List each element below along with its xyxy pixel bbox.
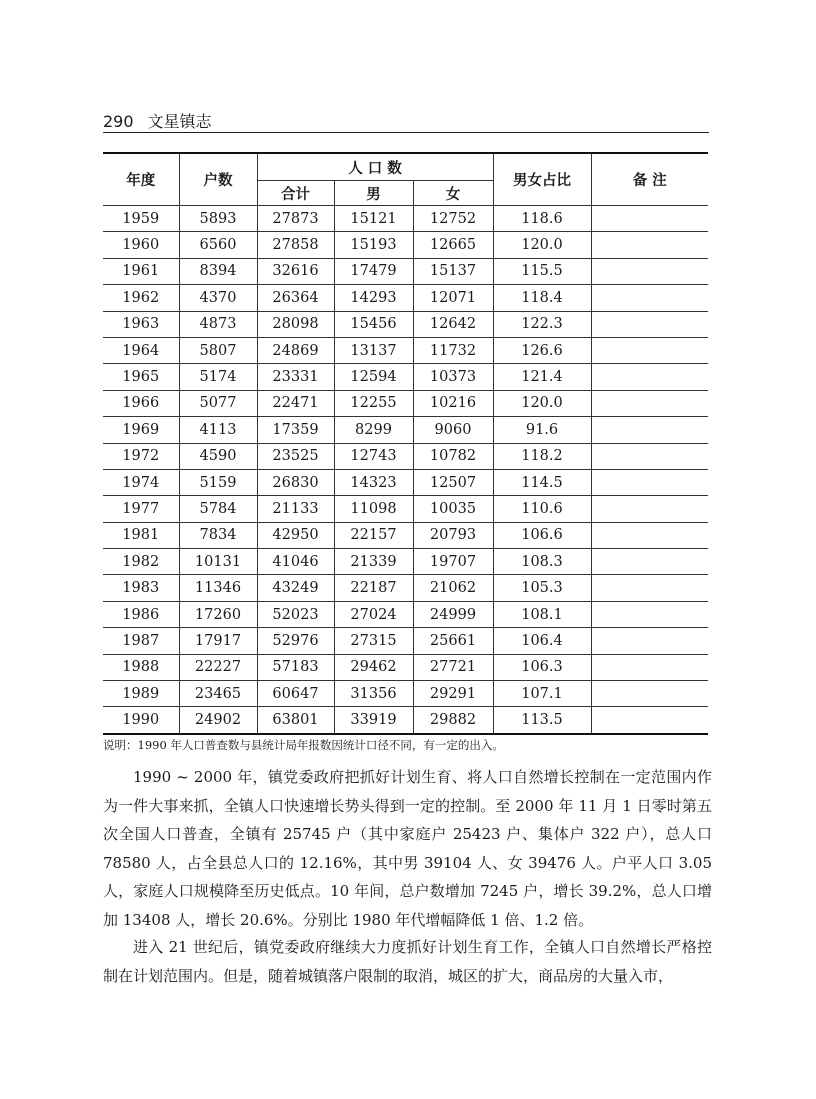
cell-total: 27858 <box>257 232 334 258</box>
cell-remarks <box>591 206 708 232</box>
cell-female: 10782 <box>413 443 493 469</box>
cell-female: 27721 <box>413 654 493 680</box>
cell-households: 5159 <box>179 469 257 495</box>
cell-female: 10035 <box>413 496 493 522</box>
table-row <box>103 681 708 707</box>
table-row <box>103 337 708 363</box>
cell-total: 57183 <box>257 654 334 680</box>
paragraph-1990-2000: 1990 ~ 2000 年，镇党委政府把抓好计划生育、将人口自然增长控制在一定范围内作为一件大事来抓，全镇人口快速增长势头得到一定的控制。至 2000 年 11 月 1 日零时第五次全国人口普查，全镇有 25745 户（其中家庭户 25423 户、集体户 322 户），总人口 78580 人，占全县总人口的 12.16%，其中男 39104 人、女 39476 人。户平人口 3.05 人，家庭人口规模降至历史低点。10 年间，总户数增加 7245 户，增长 39.2%，总人口增加 13408 人，增长 20.6%。分别比 1980 年代增幅降低 1 倍、1.2 倍。 <box>103 768 712 929</box>
cell-sex-ratio: 115.5 <box>493 258 591 284</box>
cell-year: 1989 <box>103 681 179 707</box>
cell-households: 4370 <box>179 285 257 311</box>
cell-female: 21062 <box>413 575 493 601</box>
cell-households: 10131 <box>179 549 257 575</box>
cell-total: 17359 <box>257 417 334 443</box>
cell-year: 1981 <box>103 522 179 548</box>
cell-remarks <box>591 549 708 575</box>
cell-remarks <box>591 285 708 311</box>
header-year: 年度 <box>103 153 179 206</box>
cell-total: 22471 <box>257 390 334 416</box>
cell-male: 13137 <box>334 337 413 363</box>
table-row <box>103 469 708 495</box>
cell-total: 26364 <box>257 285 334 311</box>
cell-total: 23525 <box>257 443 334 469</box>
cell-remarks <box>591 575 708 601</box>
table-row <box>103 311 708 337</box>
header-population: 人 口 数 <box>257 153 493 181</box>
cell-remarks <box>591 443 708 469</box>
cell-households: 5893 <box>179 206 257 232</box>
table-row <box>103 575 708 601</box>
cell-sex-ratio: 91.6 <box>493 417 591 443</box>
cell-remarks <box>591 417 708 443</box>
cell-remarks <box>591 628 708 654</box>
cell-male: 11098 <box>334 496 413 522</box>
cell-male: 12594 <box>334 364 413 390</box>
cell-male: 33919 <box>334 707 413 734</box>
cell-households: 5174 <box>179 364 257 390</box>
cell-households: 22227 <box>179 654 257 680</box>
cell-male: 14323 <box>334 469 413 495</box>
cell-remarks <box>591 390 708 416</box>
cell-sex-ratio: 113.5 <box>493 707 591 734</box>
cell-male: 15456 <box>334 311 413 337</box>
cell-male: 27315 <box>334 628 413 654</box>
cell-male: 12743 <box>334 443 413 469</box>
cell-remarks <box>591 707 708 734</box>
cell-total: 52976 <box>257 628 334 654</box>
table-note: 说明：1990 年人口普查数与县统计局年报数因统计口径不同，有一定的出入。 <box>103 738 504 752</box>
cell-year: 1990 <box>103 707 179 734</box>
cell-remarks <box>591 337 708 363</box>
cell-remarks <box>591 469 708 495</box>
cell-male: 17479 <box>334 258 413 284</box>
cell-female: 12665 <box>413 232 493 258</box>
cell-total: 24869 <box>257 337 334 363</box>
cell-households: 4590 <box>179 443 257 469</box>
table-row <box>103 496 708 522</box>
cell-households: 6560 <box>179 232 257 258</box>
cell-female: 19707 <box>413 549 493 575</box>
cell-female: 12071 <box>413 285 493 311</box>
table-row <box>103 522 708 548</box>
cell-total: 21133 <box>257 496 334 522</box>
cell-male: 14293 <box>334 285 413 311</box>
cell-remarks <box>591 232 708 258</box>
cell-year: 1974 <box>103 469 179 495</box>
cell-male: 21339 <box>334 549 413 575</box>
cell-remarks <box>591 258 708 284</box>
cell-total: 63801 <box>257 707 334 734</box>
cell-sex-ratio: 106.6 <box>493 522 591 548</box>
cell-female: 9060 <box>413 417 493 443</box>
cell-female: 15137 <box>413 258 493 284</box>
population-table <box>103 152 708 735</box>
cell-sex-ratio: 118.4 <box>493 285 591 311</box>
paragraph-21st-century: 进入 21 世纪后，镇党委政府继续大力度抓好计划生育工作，全镇人口自然增长严格控制在计划范围内。但是，随着城镇落户限制的取消，城区的扩大，商品房的大量入市， <box>103 938 712 985</box>
cell-year: 1988 <box>103 654 179 680</box>
page-header <box>103 112 707 132</box>
cell-total: 23331 <box>257 364 334 390</box>
cell-year: 1959 <box>103 206 179 232</box>
cell-female: 11732 <box>413 337 493 363</box>
table-row <box>103 628 708 654</box>
cell-sex-ratio: 110.6 <box>493 496 591 522</box>
cell-year: 1969 <box>103 417 179 443</box>
header-male: 男 <box>334 181 413 206</box>
cell-households: 8394 <box>179 258 257 284</box>
cell-sex-ratio: 105.3 <box>493 575 591 601</box>
cell-year: 1987 <box>103 628 179 654</box>
cell-remarks <box>591 364 708 390</box>
cell-year: 1983 <box>103 575 179 601</box>
header-female: 女 <box>413 181 493 206</box>
header-sex-ratio: 男女占比 <box>493 153 591 206</box>
cell-female: 12752 <box>413 206 493 232</box>
cell-sex-ratio: 126.6 <box>493 337 591 363</box>
cell-sex-ratio: 106.4 <box>493 628 591 654</box>
table-row <box>103 417 708 443</box>
cell-male: 29462 <box>334 654 413 680</box>
cell-male: 22187 <box>334 575 413 601</box>
cell-total: 32616 <box>257 258 334 284</box>
cell-households: 5784 <box>179 496 257 522</box>
table-row <box>103 654 708 680</box>
cell-total: 26830 <box>257 469 334 495</box>
cell-year: 1964 <box>103 337 179 363</box>
cell-total: 41046 <box>257 549 334 575</box>
cell-female: 20793 <box>413 522 493 548</box>
table-row <box>103 232 708 258</box>
cell-female: 12507 <box>413 469 493 495</box>
cell-total: 43249 <box>257 575 334 601</box>
cell-households: 17917 <box>179 628 257 654</box>
cell-sex-ratio: 108.3 <box>493 549 591 575</box>
cell-year: 1982 <box>103 549 179 575</box>
cell-female: 29291 <box>413 681 493 707</box>
cell-remarks <box>591 496 708 522</box>
table-row <box>103 443 708 469</box>
cell-female: 10216 <box>413 390 493 416</box>
book-title: 文星镇志 <box>147 112 212 131</box>
cell-total: 27873 <box>257 206 334 232</box>
cell-female: 12642 <box>413 311 493 337</box>
cell-year: 1966 <box>103 390 179 416</box>
cell-male: 27024 <box>334 601 413 627</box>
cell-total: 60647 <box>257 681 334 707</box>
cell-remarks <box>591 654 708 680</box>
cell-year: 1977 <box>103 496 179 522</box>
cell-households: 4873 <box>179 311 257 337</box>
table-row <box>103 390 708 416</box>
cell-sex-ratio: 118.2 <box>493 443 591 469</box>
cell-male: 15193 <box>334 232 413 258</box>
cell-households: 7834 <box>179 522 257 548</box>
cell-sex-ratio: 107.1 <box>493 681 591 707</box>
table-row <box>103 258 708 284</box>
cell-total: 52023 <box>257 601 334 627</box>
table-row <box>103 285 708 311</box>
cell-female: 10373 <box>413 364 493 390</box>
cell-male: 12255 <box>334 390 413 416</box>
table-body <box>103 206 708 734</box>
table-row <box>103 549 708 575</box>
cell-total: 28098 <box>257 311 334 337</box>
cell-sex-ratio: 120.0 <box>493 232 591 258</box>
header-households: 户数 <box>179 153 257 206</box>
cell-male: 15121 <box>334 206 413 232</box>
cell-remarks <box>591 681 708 707</box>
header-remarks: 备 注 <box>591 153 708 206</box>
header-rule <box>103 132 709 133</box>
cell-households: 24902 <box>179 707 257 734</box>
cell-sex-ratio: 120.0 <box>493 390 591 416</box>
header-total: 合计 <box>257 181 334 206</box>
table-row <box>103 206 708 232</box>
cell-households: 5077 <box>179 390 257 416</box>
cell-male: 22157 <box>334 522 413 548</box>
cell-remarks <box>591 601 708 627</box>
cell-households: 5807 <box>179 337 257 363</box>
cell-remarks <box>591 311 708 337</box>
cell-year: 1960 <box>103 232 179 258</box>
cell-sex-ratio: 114.5 <box>493 469 591 495</box>
page-number: 290 <box>103 112 134 131</box>
table-row <box>103 601 708 627</box>
cell-sex-ratio: 122.3 <box>493 311 591 337</box>
cell-male: 31356 <box>334 681 413 707</box>
cell-year: 1965 <box>103 364 179 390</box>
cell-sex-ratio: 106.3 <box>493 654 591 680</box>
cell-households: 23465 <box>179 681 257 707</box>
cell-year: 1961 <box>103 258 179 284</box>
cell-year: 1986 <box>103 601 179 627</box>
cell-male: 8299 <box>334 417 413 443</box>
cell-female: 25661 <box>413 628 493 654</box>
cell-year: 1972 <box>103 443 179 469</box>
cell-households: 11346 <box>179 575 257 601</box>
cell-year: 1963 <box>103 311 179 337</box>
cell-year: 1962 <box>103 285 179 311</box>
cell-female: 24999 <box>413 601 493 627</box>
cell-sex-ratio: 108.1 <box>493 601 591 627</box>
cell-households: 17260 <box>179 601 257 627</box>
cell-total: 42950 <box>257 522 334 548</box>
cell-sex-ratio: 121.4 <box>493 364 591 390</box>
table-row <box>103 707 708 734</box>
cell-female: 29882 <box>413 707 493 734</box>
table-row <box>103 364 708 390</box>
cell-remarks <box>591 522 708 548</box>
cell-households: 4113 <box>179 417 257 443</box>
cell-sex-ratio: 118.6 <box>493 206 591 232</box>
